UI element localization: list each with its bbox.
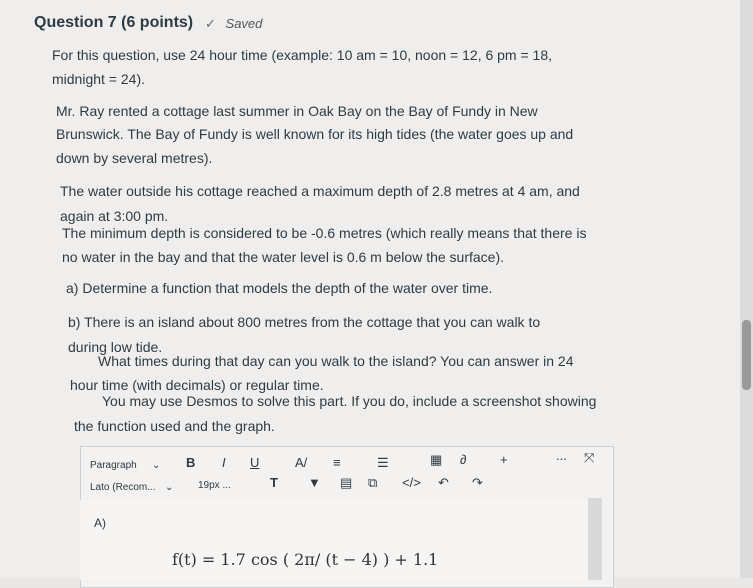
font-select[interactable]: Lato (Recom...: [90, 482, 156, 493]
part-b-line-6: the function used and the graph.: [74, 418, 275, 434]
bold-button[interactable]: B: [186, 455, 196, 470]
text-color-icon[interactable]: A/: [295, 455, 308, 470]
undo-icon[interactable]: ↶: [438, 475, 449, 490]
tide-line-4: no water in the bay and that the water level is 0.6 m below the surface).: [62, 249, 505, 265]
part-b-line-3: What times during that day can you walk to the island? You can answer in 24: [98, 353, 574, 369]
chevron-down-icon[interactable]: ⌄: [165, 482, 174, 493]
tide-line-2: again at 3:00 pm.: [60, 208, 169, 224]
align-icon[interactable]: ≡: [333, 455, 341, 470]
scrollbar-thumb[interactable]: [742, 320, 751, 390]
page-scrollbar[interactable]: [740, 0, 753, 578]
scenario-line-3: down by several metres).: [56, 150, 213, 166]
instruction-line-1: For this question, use 24 hour time (example: 10 am = 10, noon = 12, 6 pm = 18,: [52, 47, 553, 63]
scenario-line-1: Mr. Ray rented a cottage last summer in Oak Bay on the Bay of Fundy in New: [56, 103, 538, 119]
editor-scrollbar[interactable]: [588, 498, 602, 580]
answer-label: A): [94, 516, 106, 530]
part-b-line-4: hour time (with decimals) or regular time.: [70, 377, 324, 393]
tide-line-3: The minimum depth is considered to be -0.6 metres (which really means that there is: [62, 225, 587, 241]
tide-line-1: The water outside his cottage reached a maximum depth of 2.8 metres at 4 am, and: [60, 183, 580, 199]
redo-icon[interactable]: ↷: [472, 475, 483, 490]
saved-status: [205, 16, 262, 32]
more-button[interactable]: ...: [556, 448, 567, 463]
equation-icon[interactable]: ▦: [430, 452, 443, 467]
italic-button[interactable]: I: [222, 455, 226, 470]
answer-formula: f(t) = 1.7 cos ( 2π/ (t − 4) ) + 1.1: [172, 550, 439, 569]
table-icon[interactable]: ▤: [340, 475, 353, 490]
scenario-line-2: Brunswick. The Bay of Fundy is well known for its high tides (the water goes up and: [56, 126, 574, 142]
part-a: a) Determine a function that models the depth of the water over time.: [66, 280, 493, 296]
saved-label: Saved: [225, 16, 263, 31]
fullscreen-icon[interactable]: ⤧: [584, 450, 595, 465]
link-icon[interactable]: ∂: [460, 452, 467, 467]
part-b-line-5: You may use Desmos to solve this part. If you do, include a screenshot showing: [102, 393, 597, 409]
chevron-down-icon[interactable]: ⌄: [152, 460, 161, 471]
paragraph-select[interactable]: Paragraph: [90, 460, 137, 471]
media-icon[interactable]: ▼: [308, 475, 321, 490]
font-size-select[interactable]: 19px ...: [198, 480, 231, 491]
image-icon[interactable]: ⧉: [368, 475, 378, 490]
list-icon[interactable]: ☰: [377, 455, 389, 470]
highlight-icon[interactable]: T: [270, 475, 278, 490]
question-title: Question 7 (6 points): [34, 14, 194, 31]
add-button[interactable]: +: [500, 452, 508, 467]
checkmark-icon: ✓: [205, 16, 216, 31]
part-b-line-2: during low tide.: [68, 339, 163, 355]
underline-button[interactable]: U: [250, 455, 260, 470]
code-icon[interactable]: </>: [402, 475, 421, 490]
part-b-line-1: b) There is an island about 800 metres from the cottage that you can walk to: [68, 314, 541, 330]
instruction-line-2: midnight = 24).: [52, 71, 145, 87]
